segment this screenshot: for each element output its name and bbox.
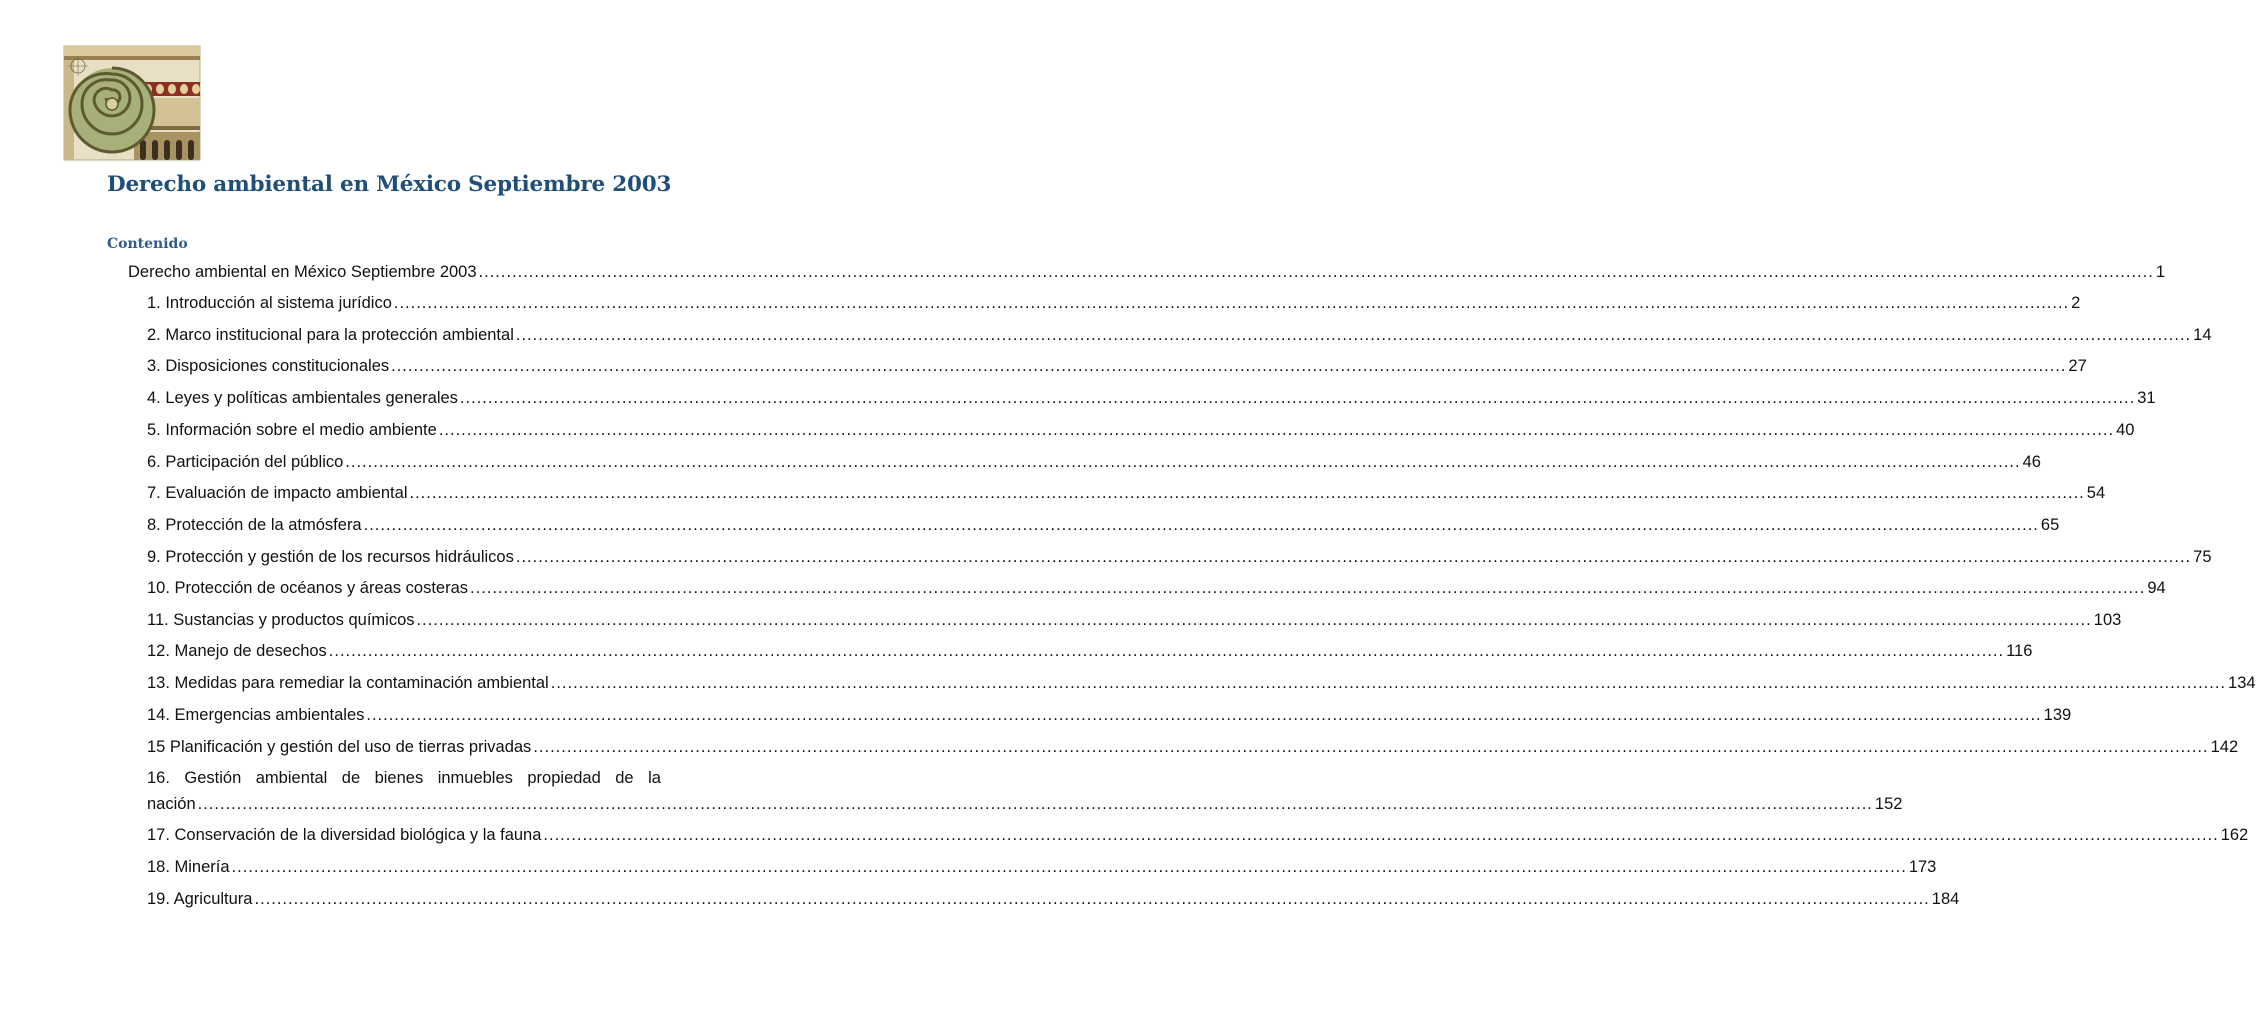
- toc-entry-word: de: [341, 769, 361, 787]
- toc-entry-label: nación: [147, 795, 196, 813]
- toc-dot-leader: ............................................................................................................................................................................................................................................................................................................: [438, 421, 2115, 439]
- ionic-capital-logo-icon: [64, 46, 200, 160]
- toc-entry-page: 139: [2043, 706, 2072, 724]
- toc-entry-label: 2. Marco institucional para la protección ambiental: [147, 326, 514, 344]
- toc-entry-label: 12. Manejo de desechos: [147, 642, 327, 660]
- toc-entry-page: 184: [1931, 890, 1960, 908]
- toc-entry-label: 8. Protección de la atmósfera: [147, 516, 362, 534]
- toc-entry[interactable]: [147, 736, 2239, 758]
- toc-dot-leader: ............................................................................................................................................................................................................................................................................................................: [515, 548, 2192, 566]
- toc-entry-word: propiedad: [527, 769, 601, 787]
- toc-dot-leader: ............................................................................................................................................................................................................................................................................................................: [391, 357, 2067, 375]
- toc-entry-word: 16.: [147, 769, 170, 787]
- toc-dot-leader: ............................................................................................................................................................................................................................................................................................................: [345, 453, 2021, 471]
- toc-entry[interactable]: [147, 387, 2156, 409]
- toc-entry-page: 75: [2193, 548, 2212, 566]
- toc-entry-label: Derecho ambiental en México Septiembre 2003: [128, 263, 477, 281]
- toc-entry-page: 54: [2086, 484, 2106, 502]
- toc-entry-label: 15 Planificación y gestión del uso de tierras privadas: [147, 738, 532, 756]
- toc-entry-label: 11. Sustancias y productos químicos: [147, 611, 415, 629]
- toc-dot-leader: ............................................................................................................................................................................................................................................................................................................: [393, 294, 2070, 312]
- toc-entry[interactable]: [147, 324, 2212, 346]
- toc-entry-label: 19. Agricultura: [147, 890, 253, 908]
- toc-dot-leader: ............................................................................................................................................................................................................................................................................................................: [231, 858, 1907, 876]
- toc-entry-page: 116: [2006, 642, 2033, 660]
- toc-entry-page: 142: [2210, 738, 2239, 756]
- toc-entry[interactable]: [147, 514, 2060, 536]
- toc-entry-page: 31: [2137, 389, 2156, 407]
- toc-entry[interactable]: [147, 672, 2256, 694]
- toc-entry[interactable]: [147, 704, 2072, 726]
- toc-entry-page: 173: [1908, 858, 1937, 876]
- toc-entry-page: 2: [2071, 294, 2081, 312]
- toc-entry-page: 14: [2193, 326, 2212, 344]
- toc-entry-word: Gestión: [184, 769, 242, 787]
- toc-entry-page: 1: [2155, 263, 2165, 281]
- toc-entry-word: de: [615, 769, 634, 787]
- toc-entry-page: 103: [2093, 611, 2122, 629]
- toc-entry-page: 94: [2147, 579, 2166, 597]
- toc-dot-leader: ............................................................................................................................................................................................................................................................................................................: [533, 738, 2209, 756]
- toc-entry-word: la: [648, 769, 661, 787]
- toc-entry[interactable]: [147, 577, 2166, 599]
- toc-dot-leader: ............................................................................................................................................................................................................................................................................................................: [416, 611, 2092, 629]
- toc-dot-leader: ............................................................................................................................................................................................................................................................................................................: [409, 484, 2085, 502]
- toc-entry[interactable]: [147, 767, 1903, 815]
- toc-entry-word: bienes: [374, 769, 424, 787]
- toc-entry-label: 7. Evaluación de impacto ambiental: [147, 484, 408, 502]
- toc-entry-page: 134: [2228, 674, 2256, 692]
- toc-entry-label: 3. Disposiciones constitucionales: [147, 357, 390, 375]
- toc-dot-leader: ............................................................................................................................................................................................................................................................................................................: [470, 579, 2146, 597]
- toc-dot-leader: ............................................................................................................................................................................................................................................................................................................: [366, 706, 2042, 724]
- toc-entry[interactable]: [147, 824, 2249, 846]
- toc-entry-page: 152: [1874, 795, 1903, 813]
- toc-entry[interactable]: [147, 419, 2135, 441]
- toc-entry-page: 27: [2068, 357, 2087, 375]
- toc-entry-page: 65: [2040, 516, 2060, 534]
- toc-entry-label: 13. Medidas para remediar la contaminación ambiental: [147, 674, 549, 692]
- toc-entry-label: 5. Información sobre el medio ambiente: [147, 421, 437, 439]
- toc-entry[interactable]: [147, 888, 1960, 910]
- toc-entry-word: ambiental: [255, 769, 328, 787]
- toc-entry-label: 14. Emergencias ambientales: [147, 706, 365, 724]
- toc-dot-leader: ............................................................................................................................................................................................................................................................................................................: [478, 263, 2154, 281]
- toc-entry-label: 4. Leyes y políticas ambientales generales: [147, 389, 458, 407]
- toc-dot-leader: ............................................................................................................................................................................................................................................................................................................: [363, 516, 2039, 534]
- toc-entry-label: 10. Protección de océanos y áreas costeras: [147, 579, 469, 597]
- toc-entry-label: 18. Minería: [147, 858, 230, 876]
- toc-dot-leader: ............................................................................................................................................................................................................................................................................................................: [254, 890, 1930, 908]
- toc-entry[interactable]: [147, 640, 2033, 662]
- toc-entry-page: 40: [2116, 421, 2135, 439]
- toc-entry-label: 9. Protección y gestión de los recursos hidráulicos: [147, 548, 514, 566]
- toc-entry-page: 46: [2022, 453, 2041, 471]
- toc-entry[interactable]: [147, 292, 2081, 314]
- toc-entry[interactable]: [147, 355, 2087, 377]
- toc-entry[interactable]: [128, 261, 2165, 283]
- toc-entry-label: 1. Introducción al sistema jurídico: [147, 294, 392, 312]
- toc-entry[interactable]: [147, 856, 1937, 878]
- toc-entry-word: inmuebles: [437, 769, 513, 787]
- toc-entry[interactable]: [147, 451, 2041, 473]
- toc-dot-leader: ............................................................................................................................................................................................................................................................................................................: [543, 826, 2219, 844]
- toc-heading: Contenido: [107, 236, 188, 252]
- toc-dot-leader: ............................................................................................................................................................................................................................................................................................................: [328, 642, 2005, 660]
- toc-entry-label: 17. Conservación de la diversidad biológica y la fauna: [147, 826, 542, 844]
- toc-entry-label: 6. Participación del público: [147, 453, 344, 471]
- toc-dot-leader: ............................................................................................................................................................................................................................................................................................................: [459, 389, 2136, 407]
- toc-dot-leader: ............................................................................................................................................................................................................................................................................................................: [550, 674, 2227, 692]
- toc-dot-leader: ............................................................................................................................................................................................................................................................................................................: [197, 795, 1873, 813]
- toc-entry-page: 162: [2220, 826, 2249, 844]
- toc-entry[interactable]: [147, 546, 2212, 568]
- toc-entry[interactable]: [147, 482, 2106, 504]
- document-title: Derecho ambiental en México Septiembre 2003: [107, 172, 672, 197]
- toc-entry[interactable]: [147, 609, 2122, 631]
- toc-dot-leader: ............................................................................................................................................................................................................................................................................................................: [515, 326, 2192, 344]
